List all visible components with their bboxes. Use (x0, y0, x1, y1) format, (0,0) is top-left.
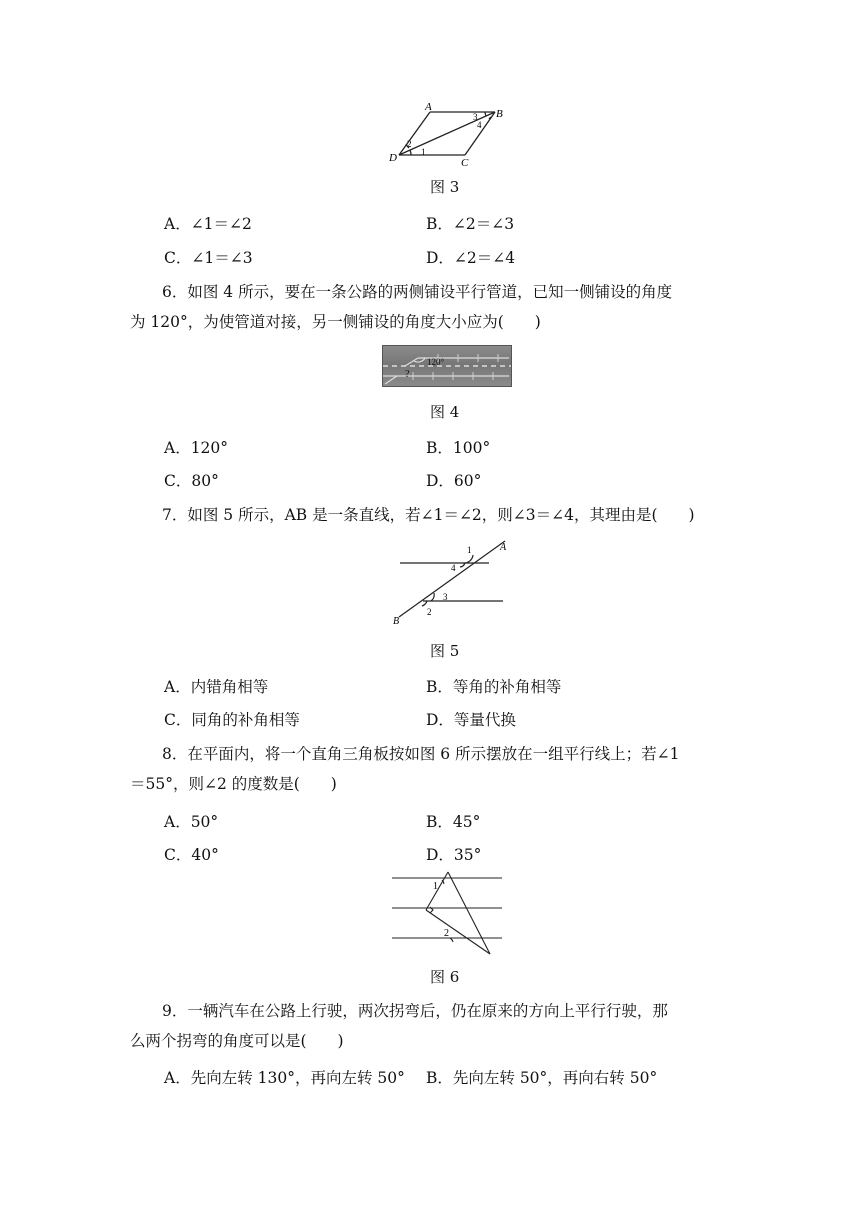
figure-5-diagram (385, 535, 515, 630)
q6-option-d: D．60° (426, 472, 482, 490)
figure-4-caption: 图 4 (430, 403, 460, 421)
fig4-angle-label: 120° (427, 357, 445, 367)
q5-option-d: D．∠2＝∠4 (426, 249, 516, 267)
fig5-label-a: A (500, 542, 507, 553)
q9-line-2: 么两个拐弯的角度可以是( ) (130, 1032, 344, 1050)
q5-option-b: B．∠2＝∠3 (426, 215, 515, 233)
figure-4-diagram (383, 346, 511, 386)
q8-option-a: A．50° (164, 813, 219, 831)
q6-option-a: A．120° (164, 439, 229, 457)
fig5-label-4: 4 (451, 563, 456, 573)
q9-option-b: B．先向左转 50°，再向右转 50° (426, 1069, 658, 1087)
fig5-label-1: 1 (467, 545, 472, 555)
q7-text (130, 500, 730, 530)
fig5-label-3: 3 (443, 592, 448, 602)
fig3-label-4: 4 (477, 120, 482, 130)
q5-option-c: C．∠1＝∠3 (164, 249, 253, 267)
q7-line-1: 7．如图 5 所示，AB 是一条直线，若∠1＝∠2，则∠3＝∠4，其理由是( ) (162, 506, 695, 524)
fig4-unknown-label: ? (405, 369, 410, 380)
q6-text (130, 277, 730, 337)
q8-line-2: ＝55°，则∠2 的度数是( ) (130, 775, 337, 793)
fig3-label-2: 2 (407, 139, 412, 149)
fig6-label-1: 1 (433, 881, 438, 892)
fig3-label-c: C (461, 157, 469, 169)
fig6-label-2: 2 (444, 928, 449, 939)
fig3-label-3: 3 (473, 112, 478, 122)
q9-line-1: 9．一辆汽车在公路上行驶，两次拐弯后，仍在原来的方向上平行行驶，那 (162, 1002, 668, 1020)
fig3-label-b: B (496, 108, 503, 120)
q8-text (130, 739, 730, 799)
q5-option-a: A．∠1＝∠2 (164, 215, 252, 233)
q6-line-1: 6．如图 4 所示，要在一条公路的两侧铺设平行管道，已知一侧铺设的角度 (162, 283, 673, 301)
q6-option-c: C．80° (164, 472, 219, 490)
q7-option-c: C．同角的补角相等 (164, 711, 300, 729)
q8-option-d: D．35° (426, 846, 482, 864)
figure-3-diagram (385, 100, 510, 170)
figure-3-caption: 图 3 (430, 178, 460, 196)
q9-text (130, 996, 730, 1056)
fig3-label-a: A (425, 101, 432, 113)
fig3-label-1: 1 (421, 147, 426, 157)
q6-line-2: 为 120°，为使管道对接，另一侧铺设的角度大小应为( ) (130, 313, 541, 331)
q7-option-b: B．等角的补角相等 (426, 678, 562, 696)
q8-option-c: C．40° (164, 846, 219, 864)
fig5-label-b: B (393, 616, 400, 627)
q8-option-b: B．45° (426, 813, 481, 831)
figure-5-caption: 图 5 (430, 642, 460, 660)
figure-6-caption: 图 6 (430, 968, 460, 986)
q6-option-b: B．100° (426, 439, 491, 457)
figure-4-road-photo (382, 345, 512, 387)
q7-option-a: A．内错角相等 (164, 678, 269, 696)
fig5-label-2: 2 (427, 607, 432, 617)
q7-option-d: D．等量代换 (426, 711, 516, 729)
figure-6-diagram (388, 866, 508, 958)
q8-line-1: 8．在平面内，将一个直角三角板按如图 6 所示摆放在一组平行线上；若∠1 (162, 745, 680, 763)
fig3-label-d: D (389, 152, 397, 164)
q9-option-a: A．先向左转 130°，再向左转 50° (164, 1069, 405, 1087)
